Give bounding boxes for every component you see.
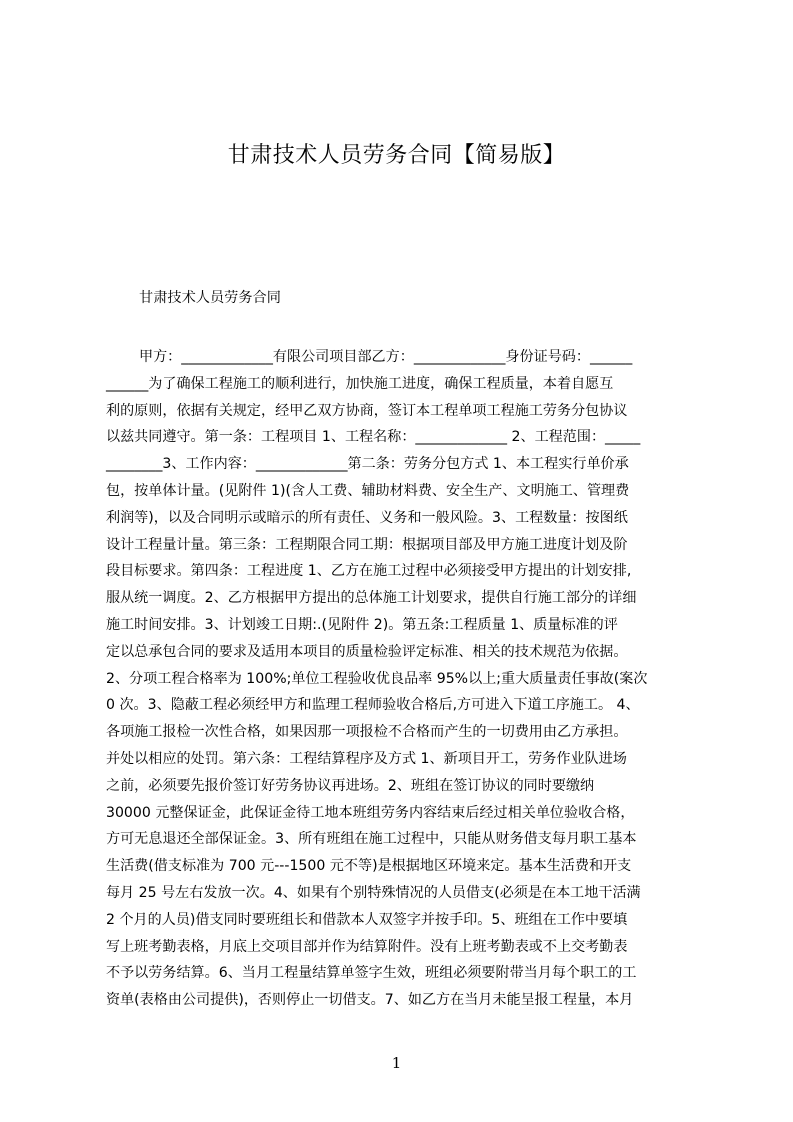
body-line: 各项施工报检一次性合格，如果因那一项报检不合格而产生的一切费用由乙方承担。 — [106, 724, 628, 741]
body-line: 生活费(借支标准为 700 元---1500 元不等)是根据地区环境来定。基本生活费和开支 — [106, 858, 632, 875]
body-line: 不予以劳务结算。6、当月工程量结算单签字生效，班组必须要附带当月每个职工的工 — [106, 965, 637, 982]
body-line: 包，按单体计量。(见附件 1)(含人工费、辅助材料费、安全生产、文明施工、管理费 — [106, 482, 630, 499]
body-line: 利的原则，依据有关规定，经甲乙双方协商，签订本工程单项工程施工劳务分包协议 — [106, 402, 628, 419]
body-line: 段目标要求。第四条：工程进度 1、乙方在施工过程中必须接受甲方提出的计划安排, — [106, 563, 632, 580]
body-line: 设计工程量计量。第三条：工程期限合同工期：根据项目部及甲方施工进度计划及阶 — [106, 536, 628, 553]
body-line: 并处以相应的处罚。第六条：工程结算程序及方式 1、新项目开工，劳务作业队进场 — [106, 750, 627, 767]
body-line: 2、分项工程合格率为 100%;单位工程验收优良品率 95%以上;重大质量责任事故(案次 — [106, 670, 648, 687]
body-line: 方可无息退还全部保证金。3、所有班组在施工过程中，只能从财务借支每月职工基本 — [106, 831, 637, 848]
body-line: 写上班考勤表格，月底上交项目部并作为结算附件。没有上班考勤表或不上交考勤表 — [106, 938, 628, 955]
body-line: 以兹共同遵守。第一条：工程项目 1、工程名称：_____________ 2、工程范围：_____ — [106, 429, 641, 446]
body-line: 服从统一调度。2、乙方根据甲方提出的总体施工计划要求，提供自行施工部分的详细 — [106, 590, 637, 607]
body-line: ______为了确保工程施工的顺利进行，加快施工进度，确保工程质量，本着自愿互 — [106, 375, 614, 392]
document-title: 甘肃技术人员劳务合同【简易版】 — [227, 143, 566, 168]
body-line: 之前，必须要先报价签订好劳务协议再进场。2、班组在签订协议的同时要缴纳 — [106, 777, 595, 794]
body-line: 资单(表格由公司提供)，否则停止一切借支。7、如乙方在当月未能呈报工程量，本月 — [106, 992, 634, 1009]
body-line: 定以总承包合同的要求及适用本项目的质量检验评定标准、相关的技术规范为依据。 — [106, 643, 628, 660]
body-line: 利润等)，以及合同明示或暗示的所有责任、义务和一般风险。3、工程数量：按图纸 — [106, 509, 628, 526]
contract-body — [106, 344, 695, 1009]
body-line: 30000 元整保证金，此保证金待工地本班组劳务内容结束后经过相关单位验收合格， — [106, 804, 635, 821]
body-line: 2 个月的人员)借支同时要班组长和借款本人双签字并按手印。5、班组在工作中要填 — [106, 911, 628, 928]
body-line: 施工时间安排。3、计划竣工日期:.(见附件 2)。第五条:工程质量 1、质量标准的评 — [106, 616, 618, 633]
body-line: 每月 25 号左右发放一次。4、如果有个别特殊情况的人员借支(必须是在本工地干活满 — [106, 884, 641, 901]
body-line: ________3、工作内容：_____________第二条：劳务分包方式 1、本工程实行单价承 — [106, 456, 629, 473]
body-line: 0 次。3、隐蔽工程必须经甲方和监理工程师验收合格后,方可进入下道工序施工。 4、 — [106, 697, 640, 714]
document-subheading: 甘肃技术人员劳务合同 — [139, 290, 281, 306]
page-number: 1 — [391, 1054, 402, 1072]
body-line: 甲方：_____________有限公司项目部乙方：_____________身份证号码：______ — [139, 349, 633, 365]
